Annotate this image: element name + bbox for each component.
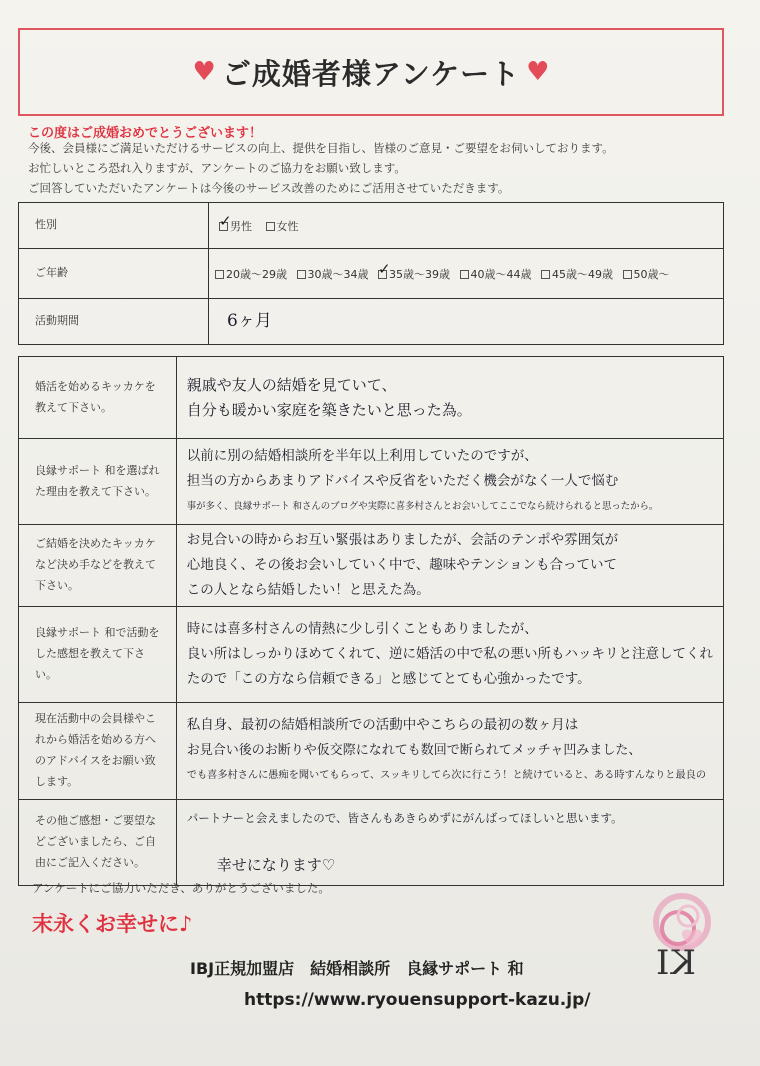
age-field: 20歳～29歳 30歳～34歳 ✓ 35歳～39歳 40歳～44歳 45歳～49歳 50歳～ [209,249,724,299]
question-label: 婚活を始めるキッカケを教えて下さい。 [19,357,177,439]
heart-icon: ♥ [526,57,550,87]
checkbox[interactable] [541,270,550,279]
answer-cell: パートナーと会えましたので、皆さんもあきらめずにがんばってほしいと思います。 幸せになります♡ [176,799,723,885]
answer-cell: 私自身、最初の結婚相談所での活動中やこちらの最初の数ヶ月は お見合い後のお断りや仮交際になれても数回で断られてメッチャ凹みました、 でも喜多村さんに愚痴を聞いてもらって、スッキリしてら次に行こう！と続けていると、ある時すんなりと最良の [176,703,723,800]
question-label: 良縁サポート 和を選ばれた理由を教えて下さい。 [19,439,177,525]
question-label: その他ご感想・ご要望などございましたら、ご自由にご記入ください。 [19,799,177,885]
basic-info-table [18,202,724,345]
thanks-text: アンケートにご協力いただき、ありがとうございました。 [32,881,330,895]
checkbox[interactable] [297,270,306,279]
checkbox[interactable] [266,222,275,231]
answer-cell: お見合いの時からお互い緊張はありましたが、会話のテンポや雰囲気が 心地良く、その後お会いしていく中で、趣味やテンションも合っていて この人となら結婚したい！と思えた為。 [176,525,723,607]
intro-line: お忙しいところ恐れ入りますが、アンケートのご協力をお願い致します。 [28,161,406,175]
svg-text:K: K [670,943,696,983]
gender-label: 性別 [19,203,209,249]
checkbox[interactable] [378,270,387,279]
checkbox[interactable] [460,270,469,279]
heart-icon: ♥ [192,57,216,87]
gender-field: ✓ 男性 女性 [209,203,724,249]
checkbox[interactable] [623,270,632,279]
intro-line: 今後、会員様にご満足いただけるサービスの向上、提供を目指し、皆様のご意見・ご要望をお伺いしております。 [28,141,614,155]
page-title: ご成婚者様アンケート [221,56,521,91]
handwritten-answer: 6ヶ月 [227,311,272,331]
question-label: 現在活動中の会員様やこれから婚活を始める方へのアドバイスをお願い致します。 [19,703,177,800]
activity-period-label: 活動期間 [19,299,209,345]
question-label: 良縁サポート 和で活動をした感想を教えて下さい。 [19,607,177,703]
age-label: ご年齢 [19,249,209,299]
shop-name: IBJ正規加盟店 結婚相談所 良縁サポート 和 [190,959,524,978]
activity-period-field [209,299,724,345]
title-box [18,28,724,116]
checkbox[interactable] [219,222,228,231]
farewell-text: 末永くお幸せに♪ [32,912,193,936]
website-link[interactable]: https://www.ryouensupport-kazu.jp/ [244,990,591,1010]
greeting: この度はご成婚おめでとうございます！ [28,126,263,141]
intro-line: ご回答していただいたアンケートは今後のサービス改善のためにご活用させていただきます。 [28,181,510,195]
brand-logo [648,888,720,994]
checkbox[interactable] [215,270,224,279]
question-label: ご結婚を決めたキッカケなど決め手などを教えて下さい。 [19,525,177,607]
answer-cell: 時には喜多村さんの情熱に少し引くこともありましたが、 良い所はしっかりほめてくれて、逆に婚活の中で私の悪い所もハッキリと注意してくれ たので「この方なら信頼できる」と感じてとても心強かったです。 [176,607,723,703]
svg-text:I: I [656,943,670,983]
answer-cell: 以前に別の結婚相談所を半年以上利用していたのですが、 担当の方からあまりアドバイスや反省をいただく機会がなく一人で悩む 事が多く、良縁サポート 和さんのブログや実際に喜多村さんとお会いしてここでなら続けられると思ったから。 [176,439,723,525]
answer-cell: 親戚や友人の結婚を見ていて、 自分も暖かい家庭を築きたいと思った為。 [176,357,723,439]
questions-table [18,356,724,886]
